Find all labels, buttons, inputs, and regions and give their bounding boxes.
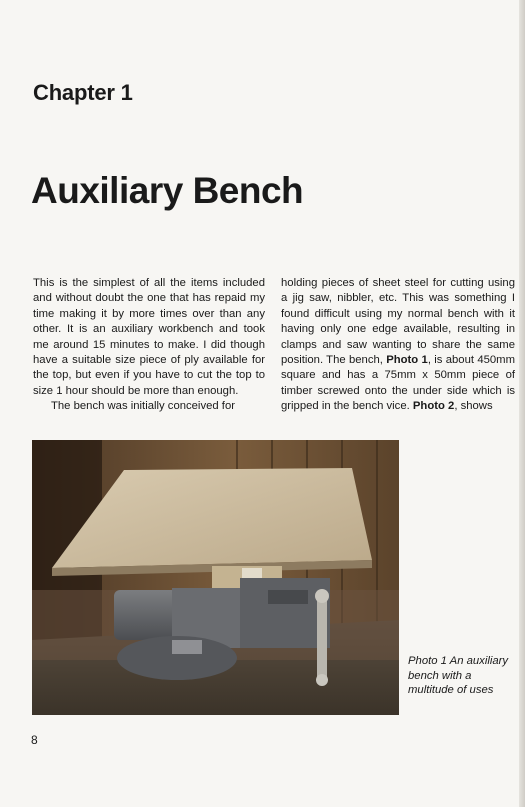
page-title: Auxiliary Bench	[31, 170, 304, 211]
paragraph-intro: This is the simplest of all the items included and without doubt the one that has repaid my time making it by more times over than any other. It is an auxiliary workbench and took me around 15 minutes to make. I did though have a suitable size piece of ply available for the top, but even if you have to cut the top to size 1 hour should be more than enough.	[33, 277, 265, 397]
text-segment: holding pieces of sheet steel for cutting using a jig saw, nibbler, etc. This was something I found difficult using my normal bench with it having only one edge available, resulting in clamps and saw wanting to share the same position. The bench,	[281, 277, 515, 367]
paragraph-right	[281, 276, 515, 415]
text-segment: , is about 450mm square and has a 75mm x 50mm piece of timber screwed onto the under side which is gripped in the bench vice.	[281, 354, 515, 413]
paragraph-continuation: The bench was initially conceived for	[51, 400, 235, 413]
page-edge	[519, 0, 525, 807]
chapter-heading: Chapter 1	[33, 80, 133, 105]
page-number: 8	[31, 733, 38, 747]
photo-caption: Photo 1 An auxiliary bench with a multitude of uses	[408, 655, 509, 697]
photo-2-reference: Photo 2	[412, 400, 455, 413]
left-column	[33, 276, 265, 415]
right-column	[281, 276, 515, 415]
photo-auxiliary-bench	[32, 440, 399, 715]
text-segment: , shows	[454, 400, 493, 413]
photo-1-reference: Photo 1	[386, 354, 428, 367]
